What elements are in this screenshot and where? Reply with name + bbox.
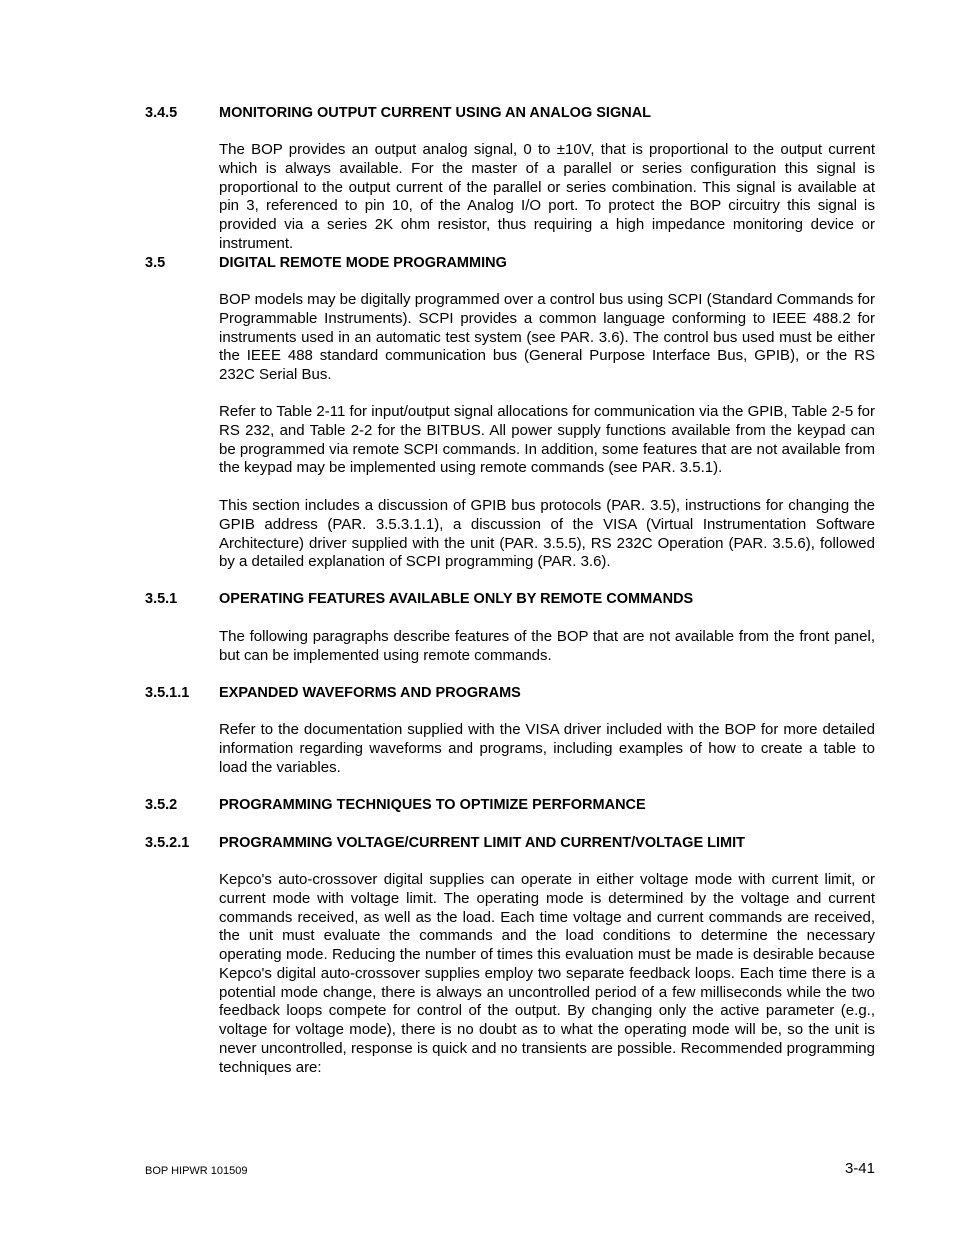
paragraph: Refer to Table 2-11 for input/output signal allocations for communication via the GPIB, Table 2-5 for RS 232, and Table 2-2 for the BITBUS. All power supply functions available from the keypad can be programmed via remote SCPI commands. In addition, some features that are not available from the keypad may be implemented using remote commands (see PAR. 3.5.1). xyxy=(219,403,875,477)
section-number: 3.5.1.1 xyxy=(145,685,190,701)
section-title: PROGRAMMING VOLTAGE/CURRENT LIMIT AND CURRENT/VOLTAGE LIMIT xyxy=(219,835,745,851)
paragraph: The following paragraphs describe features of the BOP that are not available from the front panel, but can be implemented using remote commands. xyxy=(219,628,875,664)
section-title: PROGRAMMING TECHNIQUES TO OPTIMIZE PERFORMANCE xyxy=(219,797,646,813)
section-number: 3.4.5 xyxy=(145,105,178,121)
paragraph: The BOP provides an output analog signal, 0 to ±10V, that is proportional to the output current which is always available. For the master of a parallel or series configuration this signal is proportional to the output current of the parallel or series combination. This signal is available at pin 3, referenced to pin 10, of the Analog I/O port. To protect the BOP circuitry this signal is provided via a series 2K ohm resistor, thus requiring a high impedance monitoring device or instrument. xyxy=(219,141,875,252)
section-title: OPERATING FEATURES AVAILABLE ONLY BY REMOTE COMMANDS xyxy=(219,591,694,607)
section-title: EXPANDED WAVEFORMS AND PROGRAMS xyxy=(219,685,521,701)
footer-document-id: BOP HIPWR 101509 xyxy=(145,1165,248,1177)
paragraph: This section includes a discussion of GPIB bus protocols (PAR. 3.5), instructions for changing the GPIB address (PAR. 3.5.3.1.1), a discussion of the VISA (Virtual Instrumentation Software Architecture) driver supplied with the unit (PAR. 3.5.5), RS 232C Operation (PAR. 3.5.6), followed by a detailed explanation of SCPI programming (PAR. 3.6). xyxy=(219,497,875,571)
section-number: 3.5 xyxy=(145,255,166,271)
paragraph: Kepco's auto-crossover digital supplies can operate in either voltage mode with current limit, or current mode with voltage limit. The operating mode is determined by the voltage and current commands received, as well as the load. Each time voltage and current commands are received, the unit must evaluate the commands and the load conditions to determine the necessary operating mode. Reducing the number of times this evaluation must be made is desirable because Kepco's digital auto-crossover supplies employ two separate feedback loops. Each time there is a potential mode change, there is always an uncontrolled period of a few milliseconds while the two feedback loops compete for control of the output. By changing only the active parameter (e.g., voltage for voltage mode), there is no doubt as to what the operating mode will be, so the unit is never uncontrolled, response is quick and no transients are possible. Recommended programming techniques are: xyxy=(219,871,875,1076)
section-number: 3.5.1 xyxy=(145,591,178,607)
section-number: 3.5.2 xyxy=(145,797,178,813)
footer-page-number: 3-41 xyxy=(844,1160,875,1177)
section-title: MONITORING OUTPUT CURRENT USING AN ANALOG SIGNAL xyxy=(219,105,652,121)
paragraph: BOP models may be digitally programmed over a control bus using SCPI (Standard Commands for Programmable Instruments). SCPI provides a common language conforming to IEEE 488.2 for instruments used in an automatic test system (see PAR. 3.6). The control bus used must be either the IEEE 488 standard communication bus (General Purpose Interface Bus, GPIB), or the RS 232C Serial Bus. xyxy=(219,291,875,383)
paragraph: Refer to the documentation supplied with the VISA driver included with the BOP for more detailed information regarding waveforms and programs, including examples of how to create a table to load the variables. xyxy=(219,721,875,776)
section-title: DIGITAL REMOTE MODE PROGRAMMING xyxy=(219,255,507,271)
section-number: 3.5.2.1 xyxy=(145,835,190,851)
